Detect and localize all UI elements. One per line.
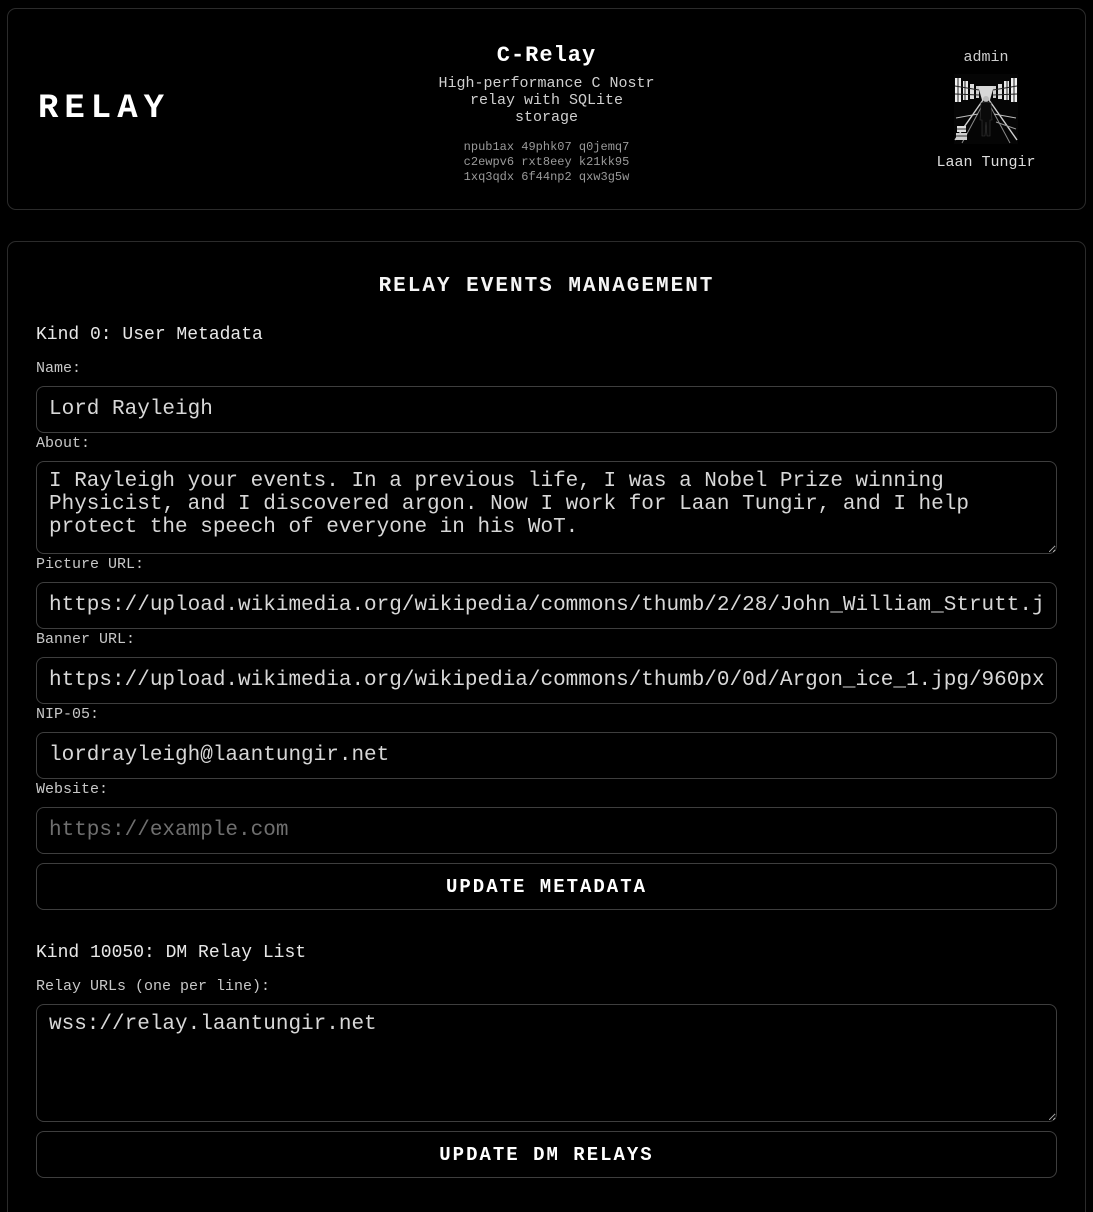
admin-block [921, 49, 1051, 171]
admin-avatar-image [954, 74, 1018, 144]
relay-logo: RELAY [38, 90, 171, 128]
update-metadata-button[interactable]: UPDATE METADATA [36, 863, 1057, 910]
picture-url-label: Picture URL: [36, 556, 145, 573]
npub-line-3: 1xq3qdx 6f44np2 qxw3g5w [463, 170, 630, 184]
npub-line-1: npub1ax 49phk07 q0jemq7 [463, 140, 630, 154]
admin-name: Laan Tungir [936, 154, 1036, 171]
dm-relay-section [36, 943, 1057, 1178]
name-input[interactable] [36, 386, 1057, 433]
npub-line-2: c2ewpv6 rxt8eey k21kk95 [463, 155, 630, 169]
app-subtitle: High-performance C Nostr relay with SQLite storage [438, 75, 655, 126]
nip05-input[interactable] [36, 732, 1057, 779]
nip05-label: NIP-05: [36, 706, 100, 723]
header-panel [7, 8, 1086, 210]
relay-npub [387, 140, 707, 185]
website-label: Website: [36, 781, 109, 798]
dm-relay-section-title: Kind 10050: DM Relay List [36, 943, 307, 963]
app-title-block [387, 43, 707, 185]
name-label: Name: [36, 360, 82, 377]
relay-urls-textarea[interactable] [36, 1004, 1057, 1122]
relay-events-panel [7, 241, 1086, 1212]
metadata-section-title: Kind 0: User Metadata [36, 325, 263, 345]
website-input[interactable] [36, 807, 1057, 854]
admin-label: admin [963, 49, 1009, 66]
banner-url-input[interactable] [36, 657, 1057, 704]
app-title: C-Relay [496, 43, 597, 68]
metadata-section [36, 325, 1057, 910]
picture-url-input[interactable] [36, 582, 1057, 629]
update-dm-relays-button[interactable]: UPDATE DM RELAYS [36, 1131, 1057, 1178]
about-label: About: [36, 435, 91, 452]
page-title: RELAY EVENTS MANAGEMENT [378, 275, 715, 298]
about-textarea[interactable] [36, 461, 1057, 554]
banner-url-label: Banner URL: [36, 631, 136, 648]
relay-urls-label: Relay URLs (one per line): [36, 978, 271, 995]
